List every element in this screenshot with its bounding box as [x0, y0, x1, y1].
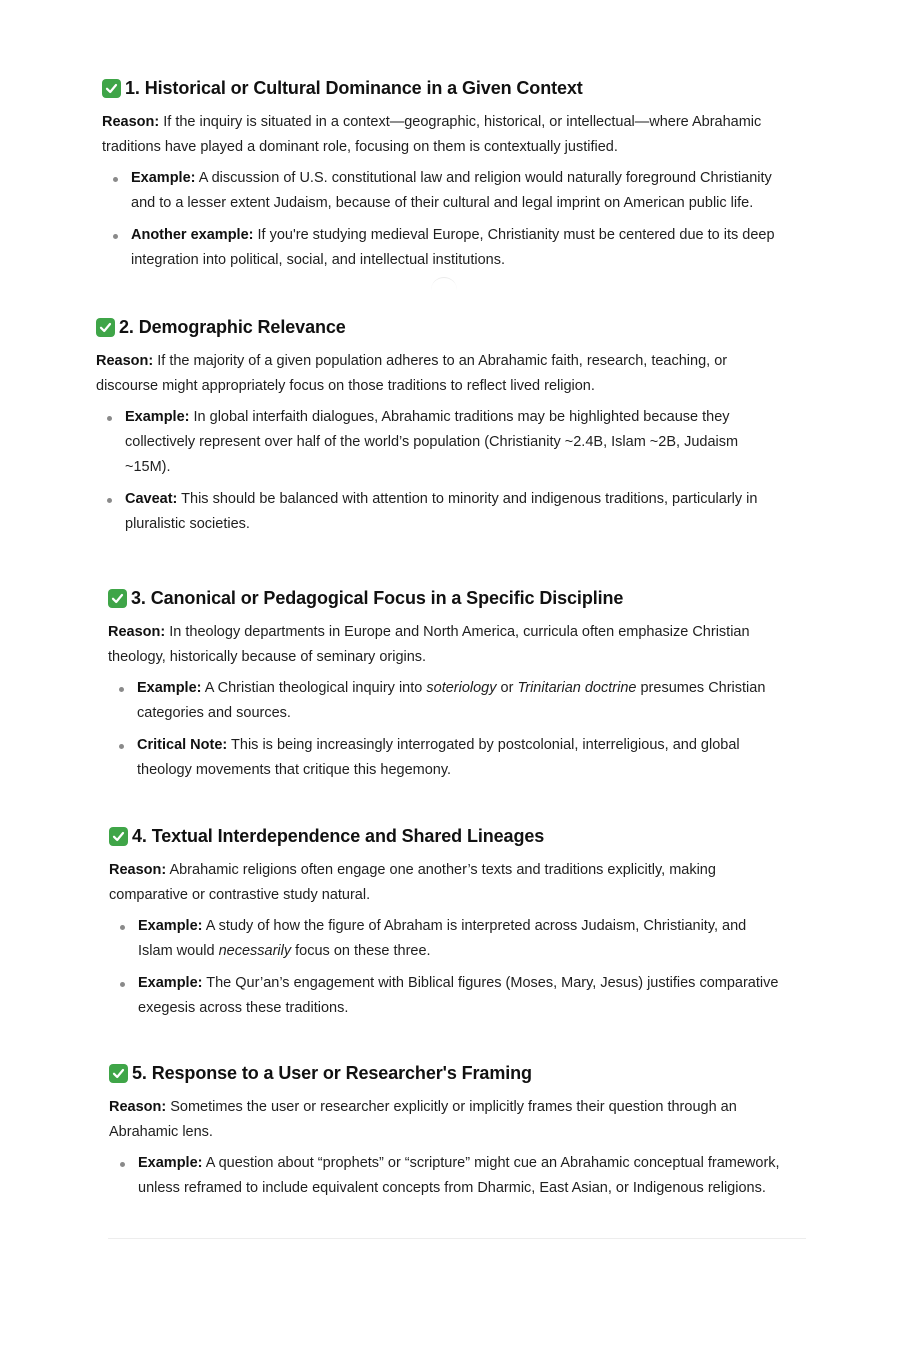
reason-label: Reason: — [108, 624, 166, 640]
reason-label: Reason: — [109, 862, 167, 878]
item-label: Example: — [138, 975, 203, 991]
reason-label: Reason: — [96, 353, 154, 369]
item-label: Example: — [138, 918, 203, 934]
item-text: presumes Christian categories and sources. — [137, 680, 766, 721]
check-mark-icon — [102, 79, 121, 98]
bullet-dot — [120, 1162, 125, 1167]
section-title: 4. Textual Interdependence and Shared Lineages — [132, 826, 545, 846]
bullet-dot — [119, 687, 124, 692]
item-emphasis: soteriology — [426, 680, 497, 696]
reason-text: If the inquiry is situated in a context—geographic, historical, or intellectual—where Abrahamic traditions have played a dominant role, focusing on them is contextually justified. — [102, 114, 762, 155]
list-item — [102, 223, 782, 273]
item-emphasis: necessarily — [218, 943, 292, 959]
item-emphasis: Trinitarian doctrine — [517, 680, 637, 696]
section-1 — [102, 76, 782, 280]
item-text: or — [496, 680, 518, 696]
item-label: Another example: — [131, 227, 254, 243]
item-text: focus on these three. — [291, 943, 431, 959]
section-5 — [109, 1061, 809, 1208]
reason-text: Abrahamic religions often engage one another’s texts and traditions explicitly, making comparative or contrastive study natural. — [109, 862, 716, 903]
list-item — [108, 676, 782, 726]
item-label: Caveat: — [125, 491, 178, 507]
section-title: 1. Historical or Cultural Dominance in a Given Context — [125, 78, 583, 98]
item-text: The Qur’an’s engagement with Biblical figures (Moses, Mary, Jesus) justifies comparative exegesis across these traditions. — [138, 975, 779, 1016]
section-title: 5. Response to a User or Researcher's Framing — [132, 1063, 532, 1083]
reason-text: In theology departments in Europe and North America, curricula often emphasize Christian theology, historically because of seminary origins. — [108, 624, 750, 665]
item-text: In global interfaith dialogues, Abrahamic traditions may be highlighted because they collectively represent over half of the world’s population (Christianity ~2.4B, Islam ~2B, Judaism ~15M). — [125, 409, 739, 475]
bullet-dot — [107, 416, 112, 421]
reason-paragraph — [108, 620, 782, 670]
reason-paragraph — [109, 1095, 809, 1145]
section-heading — [96, 315, 782, 339]
list-item — [109, 1151, 809, 1201]
reason-label: Reason: — [109, 1099, 167, 1115]
item-label: Example: — [138, 1155, 203, 1171]
item-text: A question about “prophets” or “scripture” might cue an Abrahamic conceptual framework, unless reframed to include equivalent concepts from Dharmic, East Asian, or Indigenous religions. — [138, 1155, 780, 1196]
list-item — [96, 405, 782, 480]
item-label: Critical Note: — [137, 737, 228, 753]
reason-label: Reason: — [102, 114, 160, 130]
check-mark-icon — [108, 589, 127, 608]
item-text: A discussion of U.S. constitutional law and religion would naturally foreground Christianity and to a lesser extent Judaism, because of their cultural and legal imprint on American public life. — [131, 170, 772, 211]
example-list — [109, 1151, 809, 1201]
check-mark-icon — [109, 827, 128, 846]
item-text: This is being increasingly interrogated by postcolonial, interreligious, and global theology movements that critique this hegemony. — [137, 737, 740, 778]
check-mark-icon — [96, 318, 115, 337]
example-list — [96, 405, 782, 537]
reason-text: Sometimes the user or researcher explicitly or implicitly frames their question through an Abrahamic lens. — [109, 1099, 737, 1140]
section-title: 2. Demographic Relevance — [119, 317, 346, 337]
reason-paragraph — [102, 110, 782, 160]
example-list — [102, 166, 782, 273]
list-item — [109, 914, 782, 964]
section-heading — [108, 586, 782, 610]
bullet-dot — [119, 744, 124, 749]
list-item — [109, 971, 782, 1021]
reason-text: If the majority of a given population adheres to an Abrahamic faith, research, teaching, or discourse might appropriately focus on those traditions to reflect lived religion. — [96, 353, 728, 394]
check-mark-icon — [109, 1064, 128, 1083]
section-title: 3. Canonical or Pedagogical Focus in a Specific Discipline — [131, 588, 624, 608]
bullet-dot — [120, 982, 125, 987]
bullet-dot — [113, 177, 118, 182]
divider — [108, 1238, 806, 1239]
list-item — [96, 487, 782, 537]
section-3 — [108, 586, 782, 790]
reason-paragraph — [96, 349, 782, 399]
list-item — [108, 733, 782, 783]
section-heading — [102, 76, 782, 100]
item-text: A Christian theological inquiry into — [201, 680, 427, 696]
item-text: If you're studying medieval Europe, Christianity must be centered due to its deep integration into political, social, and intellectual institutions. — [131, 227, 775, 268]
bullet-dot — [113, 234, 118, 239]
example-list — [108, 676, 782, 783]
item-text: A study of how the figure of Abraham is interpreted across Judaism, Christianity, and Islam would — [138, 918, 747, 959]
item-label: Example: — [131, 170, 196, 186]
item-text: This should be balanced with attention to minority and indigenous traditions, particularly in pluralistic societies. — [125, 491, 758, 532]
bullet-dot — [120, 925, 125, 930]
section-2 — [96, 315, 782, 544]
section-heading — [109, 824, 782, 848]
bullet-dot — [107, 498, 112, 503]
section-heading — [109, 1061, 809, 1085]
example-list — [109, 914, 782, 1021]
list-item — [102, 166, 782, 216]
section-4 — [109, 824, 782, 1028]
reason-paragraph — [109, 858, 782, 908]
item-label: Example: — [137, 680, 202, 696]
item-label: Example: — [125, 409, 190, 425]
